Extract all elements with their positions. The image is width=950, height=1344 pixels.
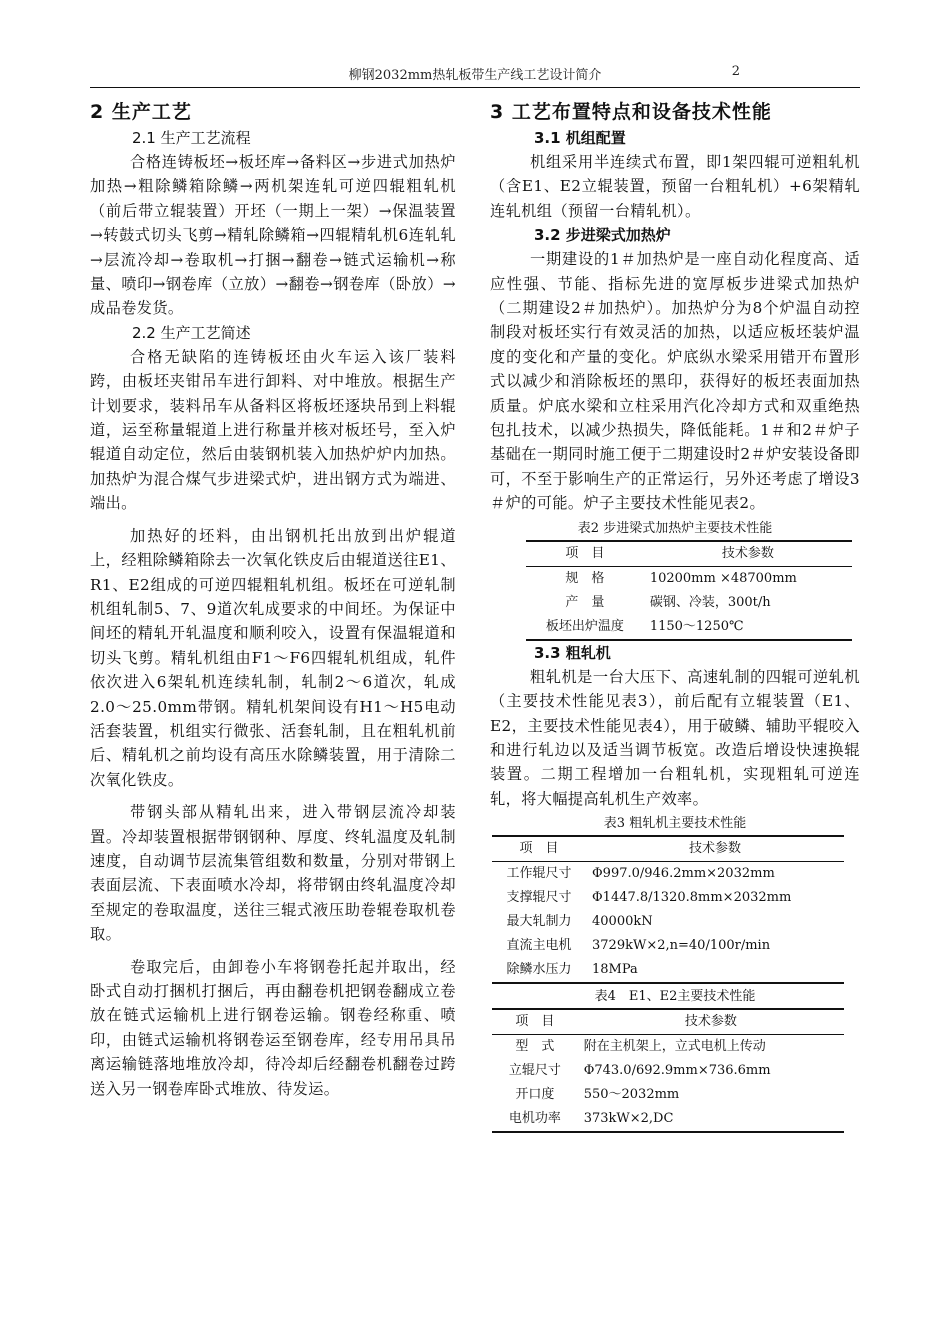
subsection-roughing-mill: 3.3 粗轧机 (534, 643, 611, 662)
paragraph: 加热好的坯料，由出钢机托出放到出炉辊道上，经粗除鳞箱除去一次氧化铁皮后由辊道送往E1、R1、E2组成的可逆四辊粗轧机组。板坯在可逆轧制机组轧制5、7、9道次轧成要求的中间坯。为保证中间坯的精轧开轧温度和顺利咬入，设置有保温辊道和切头飞剪。精轧机组由F1～F6四辊轧机组成，轧件依次进入6架轧机连续轧制，轧制2～6道次，轧成2.0～25.0mm带钢。精轧机架间设有H1～H5电动活套装置，机组实行微张、活套轧制，且在粗轧机前后、精轧机之前均设有高压水除鳞装置，用于清除二次氧化铁皮。 (90, 526, 456, 789)
table-caption: 表3 粗轧机主要技术性能 (603, 816, 747, 832)
table-cell: 支撑辊尺寸 (506, 890, 572, 906)
table-cell: 除鳞水压力 (506, 962, 572, 978)
table-cell: 40000kN (592, 914, 653, 930)
table-cell: 型 式 (515, 1039, 555, 1055)
paragraph: 卷取完后，由卸卷小车将钢卷托起并取出，经卧式自动打捆机打捆后，再由翻卷机把钢卷翻成立卷放在链式运输机上进行钢卷运输。钢卷经称重、喷印，由链式运输机将钢卷运至钢卷库，经专用吊具吊离运输链落地堆放冷却，待冷却后经翻卷机翻卷过跨送入另一钢卷库卧式堆放、待发运。 (90, 957, 456, 1098)
table-row (492, 1107, 844, 1132)
edger-spec-table (492, 1008, 844, 1133)
furnace-spec-table (526, 540, 852, 641)
table-cell: 工作辊尺寸 (506, 866, 572, 882)
table-cell: Φ743.0/692.9mm×736.6mm (583, 1063, 771, 1079)
subsection-reheating-furnace: 3.2 步进梁式加热炉 (534, 226, 671, 245)
process-flow-text: 合格连铸板坯→板坯库→备料区→步进式加热炉加热→粗除鳞箱除鳞→两机架连轧可逆四辊粗轧机（前后带立辊装置）开坯（一期上一架）→保温装置→转鼓式切头飞剪→精轧除鳞箱→四辊精轧机6连轧轧→层流冷却→卷取机→打捆→翻卷→链式运输机→称量、喷印→钢卷库（立放）→翻卷→钢卷库（卧放）→成品卷发货。 (90, 153, 456, 318)
table-cell: 立辊尺寸 (508, 1063, 561, 1079)
left-column (90, 98, 456, 1101)
table-cell: 附在主机架上，立式电机上传动 (583, 1039, 766, 1055)
paragraph: 带钢头部从精轧出来，进入带钢层流冷却装置。冷却装置根据带钢钢种、厚度、终轧温度及轧制速度，自动调节层流集管组数和数量，分别对带钢上表面层流、下表面喷水冷却，将带钢由终轧温度冷却至规定的卷取温度，送往三辊式液压助卷辊卷取机卷取。 (90, 803, 456, 944)
table-cell: 板坯出炉温度 (545, 618, 624, 634)
table-cell: Φ997.0/946.2mm×2032mm (592, 866, 775, 882)
table-row (492, 1083, 844, 1107)
table-cell: 开口度 (515, 1087, 555, 1103)
table-header: 项 目 (519, 841, 559, 857)
table-row (526, 591, 852, 615)
section-title-production: 2 生产工艺 (90, 101, 192, 123)
table-row (492, 934, 844, 958)
table-row (526, 615, 852, 640)
table-cell: 10200mm ×48700mm (649, 570, 797, 586)
table-cell: 电机功率 (508, 1111, 561, 1127)
table-row (492, 910, 844, 934)
table-row (492, 1035, 844, 1060)
table-row (492, 862, 844, 887)
table-cell: 373kW×2,DC (583, 1111, 674, 1127)
table-header: 技术参数 (721, 545, 774, 561)
running-header (90, 64, 860, 83)
table-cell: Φ1447.8/1320.8mm×2032mm (592, 890, 792, 906)
table-header: 项 目 (515, 1014, 555, 1030)
right-column (490, 98, 860, 1133)
header-title: 柳钢2032mm热轧板带生产线工艺设计简介 (348, 68, 602, 83)
subsection-unit-config: 3.1 机组配置 (534, 129, 626, 147)
table-row (492, 958, 844, 983)
subsection-process-flow: 2.1 生产工艺流程 (132, 129, 251, 147)
table-cell: 直流主电机 (506, 938, 572, 954)
table-header: 技术参数 (684, 1014, 737, 1030)
paragraph: 机组采用半连续式布置，即1架四辊可逆粗轧机（含E1、E2立辊装置，预留一台粗轧机）+6架精轧连轧机组（预留一台精轧机）。 (490, 153, 860, 220)
roughing-mill-spec-table (492, 835, 844, 984)
table-cell: 最大轧制力 (506, 914, 572, 930)
table-header: 技术参数 (689, 841, 742, 857)
table-cell: 18MPa (592, 962, 638, 978)
table-row (526, 566, 852, 591)
table-row (492, 886, 844, 910)
table-row (492, 1059, 844, 1083)
header-rule (90, 87, 860, 88)
paragraph: 合格无缺陷的连铸板坯由火车运入该厂装料跨，由板坯夹钳吊车进行卸料、对中堆放。根据生产计划要求，装料吊车从备料区将板坯逐块吊到上料辊道，运至称量辊道上进行称量并核对板坯号，至入炉辊道自动定位，然后由装钢机装入加热炉炉内加热。加热炉为混合煤气步进梁式炉，进出钢方式为端进、端出。 (90, 347, 456, 513)
table-cell: 碳钢、冷装，300t/h (649, 594, 771, 610)
table-caption: 表4 E1、E2主要技术性能 (594, 989, 756, 1005)
page-number: 2 (731, 64, 740, 79)
subsection-process-description: 2.2 生产工艺简述 (132, 323, 251, 342)
table-cell: 550～2032mm (583, 1087, 680, 1103)
table-cell: 1150～1250℃ (649, 618, 744, 634)
table-cell: 产 量 (565, 594, 605, 610)
paragraph: 粗轧机是一台大压下、高速轧制的四辊可逆轧机（主要技术性能见表3），前后配有立辊装置（E1、E2，主要技术性能见表4），用于破鳞、辅助平辊咬入和进行轧边以及适当调节板宽。改造后增设快速换辊装置。二期工程增加一台粗轧机，实现粗轧可逆连轧，将大幅提高轧机生产效率。 (490, 667, 860, 808)
table-caption: 表2 步进梁式加热炉主要技术性能 (577, 520, 773, 536)
paragraph: 一期建设的1＃加热炉是一座自动化程度高、适应性强、节能、指标先进的宽厚板步进梁式加热炉（二期建设2＃加热炉）。加热炉分为8个炉温自动控制段对板坯实行有效灵活的加热，以适应板坯装炉温度的变化和产量的变化。炉底纵水梁采用错开布置形式以减少和消除板坯的黑印，获得好的板坯表面加热质量。炉底水梁和立柱采用汽化冷却方式和双重绝热包扎技术，以减少热损失，降低能耗。1＃和2＃炉子基础在一期同时施工便于二期建设时2＃炉安装设备即可，不至于影响生产的正常运行，另外还考虑了增设3＃炉的可能。炉子主要技术性能见表2。 (490, 250, 860, 513)
table-cell: 3729kW×2,n=40/100r/min (592, 938, 771, 954)
table-header: 项 目 (565, 545, 605, 561)
table-cell: 规 格 (565, 570, 605, 586)
section-title-layout: 3 工艺布置特点和设备技术性能 (490, 101, 772, 123)
